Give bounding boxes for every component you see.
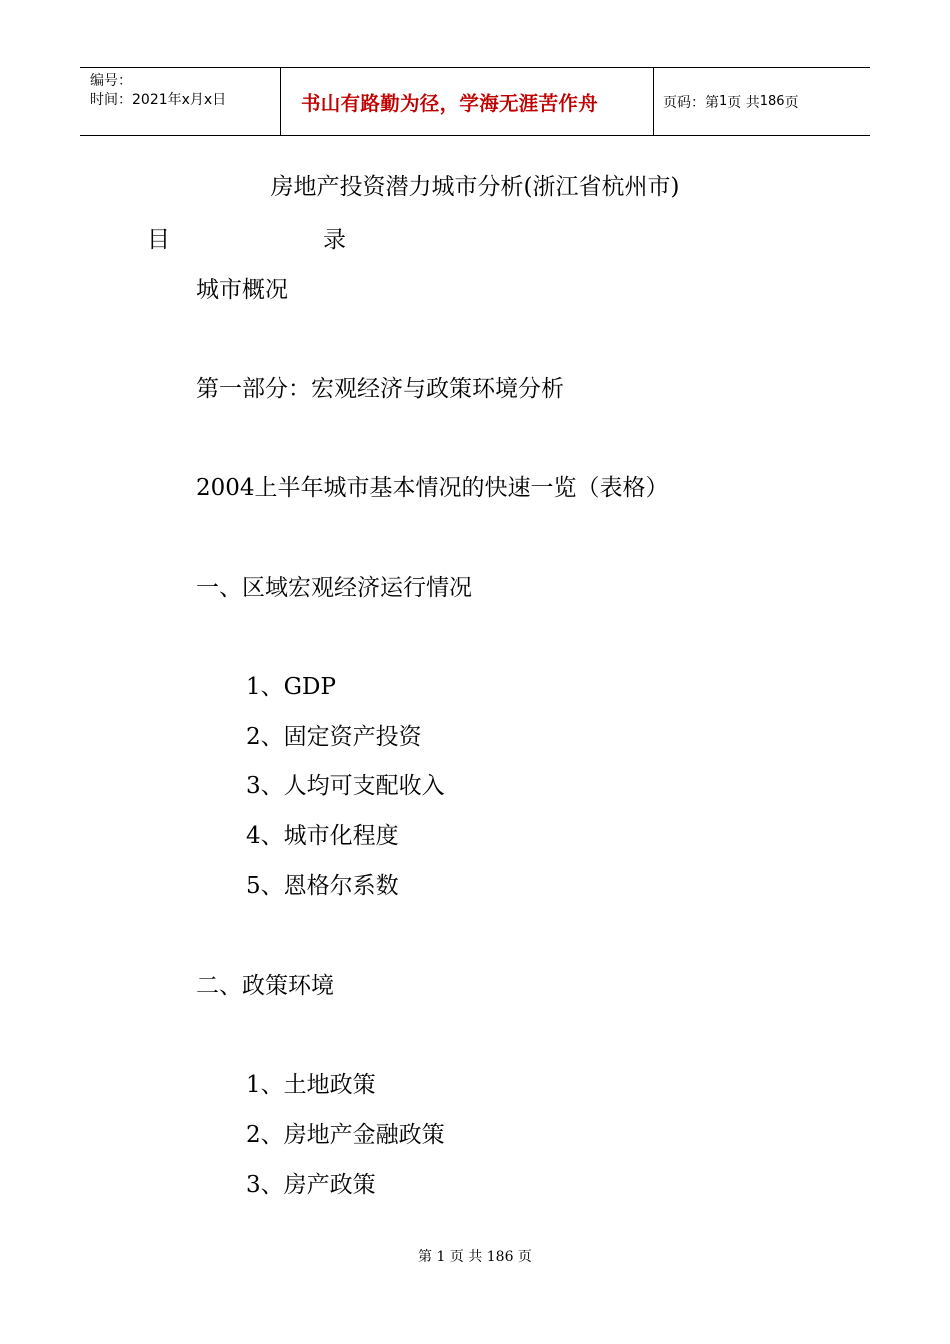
page-header	[80, 67, 870, 136]
toc-heading-char-2: 录	[323, 227, 346, 253]
toc-entry-urbanization: 4、城市化程度	[246, 823, 399, 849]
toc-entry-fixed-asset: 2、固定资产投资	[246, 724, 422, 750]
toc-entry-finance-policy: 2、房地产金融政策	[246, 1122, 445, 1148]
toc-entry-engel: 5、恩格尔系数	[246, 873, 399, 899]
toc-entry-section-two: 二、政策环境	[196, 973, 334, 999]
header-page-cell	[654, 68, 870, 135]
page-suffix: 页	[784, 94, 799, 111]
page-footer: 第 1 页 共 186 页	[418, 1249, 532, 1265]
toc-entry-income: 3、人均可支配收入	[246, 773, 445, 799]
motto: 书山有路勤为径，学海无涯苦作舟	[301, 91, 599, 115]
header-motto-cell	[281, 68, 654, 135]
toc-entry-city-overview: 城市概况	[196, 277, 288, 303]
toc-entry-property-policy: 3、房产政策	[246, 1172, 376, 1198]
toc-entry-land-policy: 1、土地政策	[246, 1072, 376, 1098]
header-meta-cell	[80, 68, 281, 135]
toc-entry-gdp: 1、GDP	[246, 674, 336, 700]
toc-heading-char-1: 目	[147, 227, 170, 253]
page-current: 1	[719, 94, 728, 109]
toc-entry-part-one: 第一部分：宏观经济与政策环境分析	[196, 376, 564, 402]
toc-entry-quick-overview: 2004上半年城市基本情况的快速一览（表格）	[196, 475, 669, 501]
page-prefix: 页码：第	[663, 94, 719, 111]
document-title: 房地产投资潜力城市分析(浙江省杭州市)	[270, 174, 680, 200]
page-total: 186	[759, 94, 785, 109]
toc-entry-section-one: 一、区域宏观经济运行情况	[196, 575, 472, 601]
page-mid: 页 共	[727, 94, 760, 111]
date-label: 时间：2021年x月x日	[90, 92, 227, 108]
number-label: 编号：	[90, 73, 132, 89]
